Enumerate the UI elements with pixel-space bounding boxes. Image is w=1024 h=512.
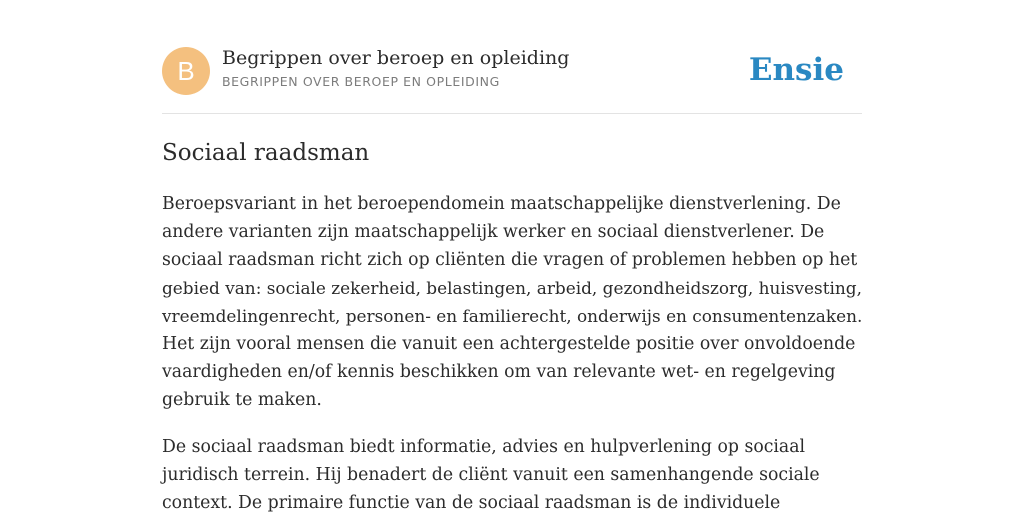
text-line: andere varianten zijn maatschappelijk werker en sociaal dienstverlener. De <box>162 222 825 242</box>
article-body <box>162 190 862 512</box>
text-line: vreemdelingenrecht, personen- en familierecht, onderwijs en consumentenzaken. <box>162 306 863 326</box>
source-avatar[interactable]: B <box>162 47 210 95</box>
header <box>162 46 862 96</box>
text-line: Het zijn vooral mensen die vanuit een achtergestelde positie over onvoldoende <box>162 334 856 354</box>
header-divider <box>162 113 862 114</box>
text-line: De sociaal raadsman biedt informatie, advies en hulpverlening op sociaal <box>162 437 806 457</box>
article-title: Sociaal raadsman <box>162 140 370 166</box>
text-line: Beroepsvariant in het beroependomein maatschappelijke dienstverlening. De <box>162 194 841 214</box>
text-line: juridisch terrein. Hij benadert de cliënt vanuit een samenhangende sociale <box>162 465 820 485</box>
brand-logo[interactable]: Ensie <box>748 52 844 88</box>
source-title[interactable]: Begrippen over beroep en opleiding <box>222 47 570 69</box>
paragraph <box>162 433 862 512</box>
text-line: gebruik te maken. <box>162 390 322 410</box>
text-line: vaardigheden en/of kennis beschikken om van relevante wet- en regelgeving <box>162 362 836 382</box>
paragraph <box>162 190 862 414</box>
text-line: gebied van: sociale zekerheid, belastingen, arbeid, gezondheidszorg, huisvesting, <box>162 278 862 298</box>
text-line: sociaal raadsman richt zich op cliënten die vragen of problemen hebben op het <box>162 250 858 270</box>
source-subtitle: BEGRIPPEN OVER BEROEP EN OPLEIDING <box>222 74 500 89</box>
text-line: context. De primaire functie van de sociaal raadsman is de individuele <box>162 493 781 512</box>
